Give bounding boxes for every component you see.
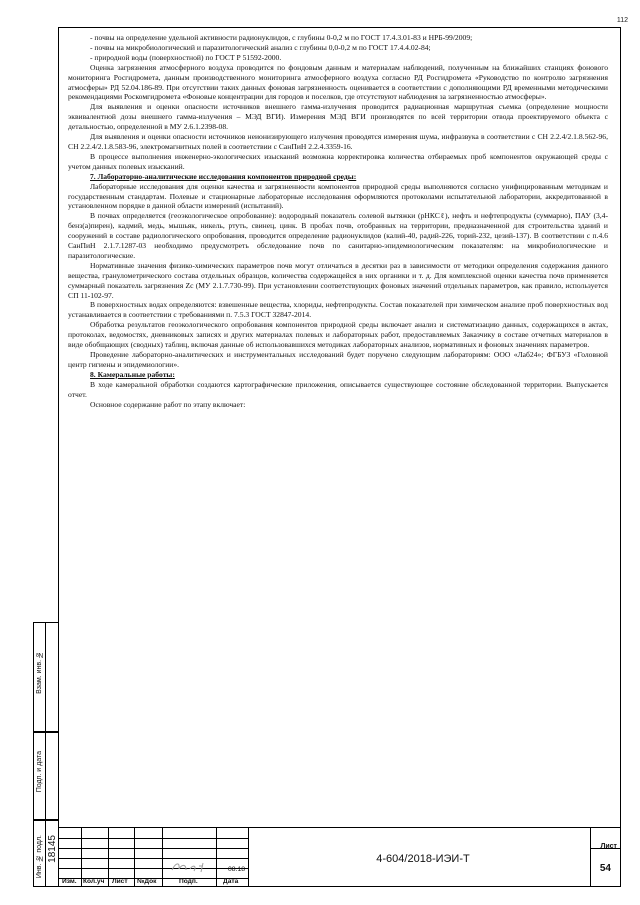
paragraph: Оценка загрязнения атмосферного воздуха проводится по фондовым данным и материалам наблюдений, полученным на ближайших станциях фонового мониторинга Росгидромета, данным производственного мониторинга атмосферного воздуха согласно РД Росгидромета «Руководство по контролю загрязнения атмосферы» РД 52.04.186-89. При отсутствии таких данных фоновая загрязненность оценивается в соответствии с дополняющими РД временными методическими рекомендациями Роскомгидромета «Фоновые концентрации для городов и поселков, где отсутствуют наблюдения за загрязненностью атмосферы». (68, 62, 608, 102)
paragraph: - природной воды (поверхностной) по ГОСТ Р 51592-2000. (90, 52, 282, 62)
paragraph: Лабораторные исследования для оценки качества и загрязненности компонентов природной среды выполняются согласно унифицированным методикам и государственным стандартам. Полевые и стационарные лабораторные исследования оформляются протоколами испытательной лаборатории, аккредитованной в установленном порядке в данной области измерений (испытаний). (68, 181, 608, 211)
col-list: Лист (112, 878, 128, 885)
paragraph: Для выявления и оценки опасности источников неионизирующего излучения проводятся измерения шума, инфразвука в соответствии с СН 2.2.4/2.1.8.562-96, СН 2.2.4/2.1.8.583-96, электромагнитных полей в соответствии с СанПиН 2.2.4.3359-16. (68, 132, 608, 151)
section-heading: 7. Лабораторно-аналитические исследования компонентов природной среды: (90, 171, 357, 181)
title-block (58, 827, 621, 887)
sheet-number: 54 (599, 863, 611, 874)
sign-date: 08.18 (228, 866, 246, 873)
paragraph: Основное содержание работ по этапу включает: (90, 399, 246, 409)
stamp-inv-number: 18145 (47, 835, 58, 863)
paragraph: В процессе выполнения инженерно-экологических изысканий возможна корректировка количества отбираемых проб компонентов окружающей среды с учетом данных полевых изысканий. (68, 151, 608, 171)
col-izm: Изм. (62, 878, 77, 885)
paragraph: В почвах определяется (геоэкологическое опробование): водородный показатель солевой вытяжки (рНКСℓ), нефть и нефтепродукты (суммарно), ПАУ (3,4-бенз(а)пирен), кадмий, медь, мышьяк, никель, ртуть, свинец, цинк. В пробах почв, отобранных на территории, предназначенной для строительства зданий и сооружений в составе радиологического опробования, проводится определение радионуклидов (калий-40, радий-226, торий-232, цезий-137). В соответствии с п.4.6 СанПиН 2.1.7.1287-03 необходимо предусмотреть обследование почв по санитарно-эпидемиологическим показателям: на микробиологические и паразитологические. (68, 211, 608, 260)
col-kol: Кол.уч (83, 878, 105, 885)
sheet-label: Лист (600, 843, 617, 850)
side-stamp-inv (33, 820, 58, 887)
paragraph: В поверхностных водах определяются: взвешенные вещества, хлориды, нефтепродукты. Состав показателей при химическом анализе проб поверхностных вод устанавливается в соответствии с требованиями п. 7.5.3 ГОСТ 32847-2014. (68, 300, 608, 320)
paragraph: - почвы на определение удельной активности радионуклидов, с глубины 0-0,2 м по ГОСТ 17.4.3.01-83 и НРБ-99/2009; (90, 33, 473, 42)
paragraph: - почвы на микробиологический и паразитологический анализ с глубины 0,0-0,2 м по ГОСТ 17.4.4.02-84; (90, 42, 431, 52)
stamp-podp-label: Подп. и дата (36, 751, 43, 793)
side-stamp-vzam (33, 622, 58, 732)
section-heading: 8. Камеральные работы: (90, 369, 175, 379)
stamp-vzam-label: Взам. инв. № (36, 651, 43, 694)
paragraph: Для выявления и оценки опасности источников внешнего гамма-излучения проводится радиационная маршрутная съемка (определение мощности эквивалентной дозы внешнего гамма-излучения – МЭД ВГИ). Измерения МЭД ВГИ производятся по всей территории отвода проектируемого объекта с детальностью, определенной в МУ 2.6.1.2398-08. (68, 102, 608, 132)
paragraph: Нормативные значения физико-химических параметров почв могут отличаться в десятки раз в зависимости от методики определения содержания данного вещества, гранулометрического состава отдельных образцов, количества содержащейся в них органики и т. д. Для комплексной оценки качества почв применяется суммарный показатель загрязнения Zc (МУ 2.1.7.730-99). При установлении соответствующих фоновых значений отдельных параметров, как правило, используется СП 11-102-97. (68, 260, 608, 300)
side-stamp-podp (33, 732, 58, 820)
stamp-inv-label: Инв. № подл. (36, 835, 43, 879)
page-number: 112 (616, 17, 628, 24)
paragraph: Обработка результатов геоэкологического опробования компонентов природной среды включает анализ и систематизацию данных, содержащихся в актах, протоколах, ведомостях, дневниковых записях и других материалах полевых и лабораторных работ, предоставляемых Заказчику в составе отчетных материалов в виде обобщающих (сводных) таблиц, включая данные об использовавшихся методиках лабораторных анализов, нормативных и фоновых значениях параметров. (68, 320, 608, 350)
paragraph: Проведение лабораторно-аналитических и инструментальных исследований будет поручено следующим лабораториям: ООО «Лаб24»; ФГБУЗ «Головной центр гигиены и эпидемиологии». (68, 350, 608, 369)
document-body (68, 33, 608, 733)
paragraph: В ходе камеральной обработки создаются картографические приложения, описывается существующее состояние обследованной территории. Выпускается отчет. (68, 379, 608, 399)
document-code: 4-604/2018-ИЭИ-Т (376, 853, 470, 865)
col-podp: Подп. (179, 878, 198, 885)
col-data: Дата (223, 878, 239, 885)
col-ndok: №Док (137, 878, 157, 885)
signature (170, 860, 210, 877)
